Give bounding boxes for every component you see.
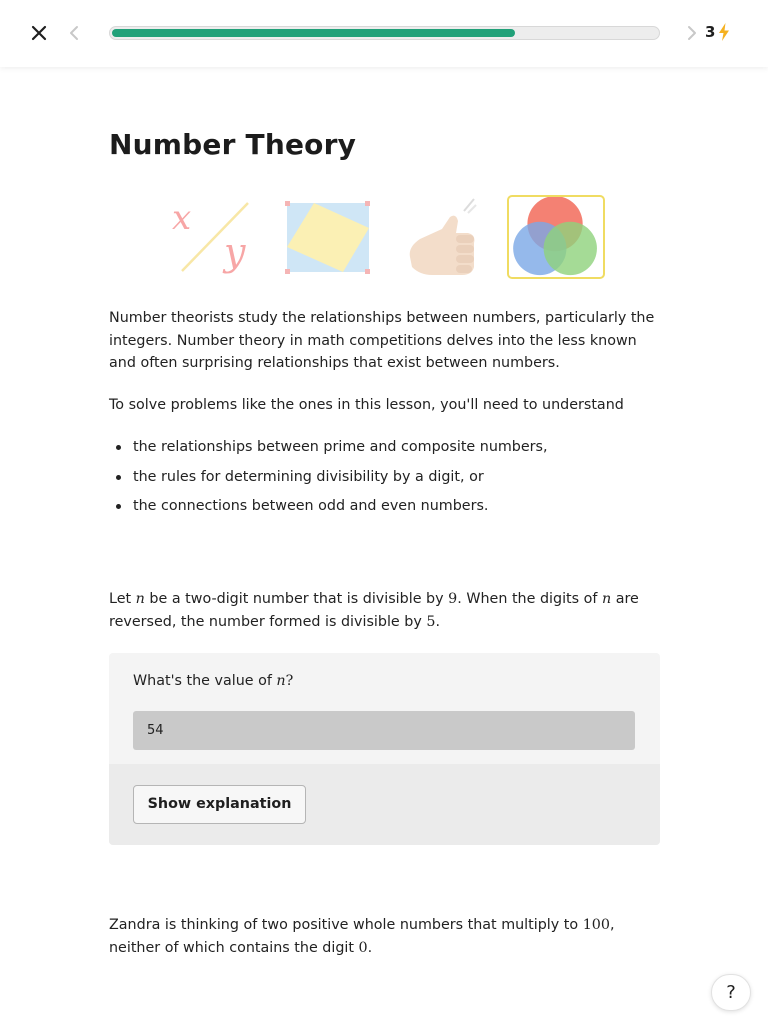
list-item: the rules for determining divisibility by a digit, or (109, 466, 661, 488)
fraction-numerator: x (172, 198, 192, 238)
excluded-digit: 0 (358, 939, 368, 956)
variable-n: n (135, 591, 145, 607)
streak-indicator (705, 23, 730, 41)
problem-statement: Let n be a two-digit number that is divisible by 9. When the digits of n are reversed, the number formed is divisible by 5. (109, 591, 639, 630)
card-footer (109, 764, 660, 845)
chevron-left-icon[interactable] (66, 24, 82, 42)
top-bar (0, 0, 768, 67)
intro-paragraph: Number theorists study the relationships between numbers, particularly the integers. Number theory in math competitions delves into the less known and often surprising relationships that exist between numbers. (109, 310, 655, 371)
divisor-five: 5 (426, 613, 436, 630)
next-problem-statement: Zandra is thinking of two positive whole numbers that multiply to 100, neither of which contains the digit 0. (109, 917, 615, 956)
lesson-title: Number Theory (109, 128, 357, 161)
fraction-denominator: y (224, 230, 246, 274)
question-card (109, 653, 660, 845)
help-button[interactable]: ? (711, 974, 751, 1011)
progress-fill (112, 29, 515, 37)
progress-bar (109, 26, 660, 40)
venn-diagram-icon (507, 195, 605, 279)
answer-field[interactable]: 54 (133, 711, 635, 750)
divisor-nine: 9 (448, 591, 458, 607)
close-icon[interactable] (28, 22, 50, 44)
question-prompt: What's the value of n? (133, 673, 294, 689)
lightning-bolt-icon (718, 23, 730, 41)
chevron-right-icon[interactable] (684, 24, 700, 42)
counting-hand-icon (398, 195, 496, 279)
list-item: the connections between odd and even numbers. (109, 495, 661, 517)
list-item: the relationships between prime and composite numbers, (109, 436, 661, 458)
product-value: 100 (582, 917, 610, 933)
rotated-square-icon (281, 195, 379, 279)
variable-n: n (601, 591, 612, 607)
solve-paragraph: To solve problems like the ones in this lesson, you'll need to understand (109, 397, 624, 413)
streak-count: 3 (705, 23, 716, 41)
fraction-x-over-y-icon (164, 195, 262, 279)
show-explanation-button[interactable]: Show explanation (133, 785, 306, 824)
topic-list (109, 436, 661, 525)
